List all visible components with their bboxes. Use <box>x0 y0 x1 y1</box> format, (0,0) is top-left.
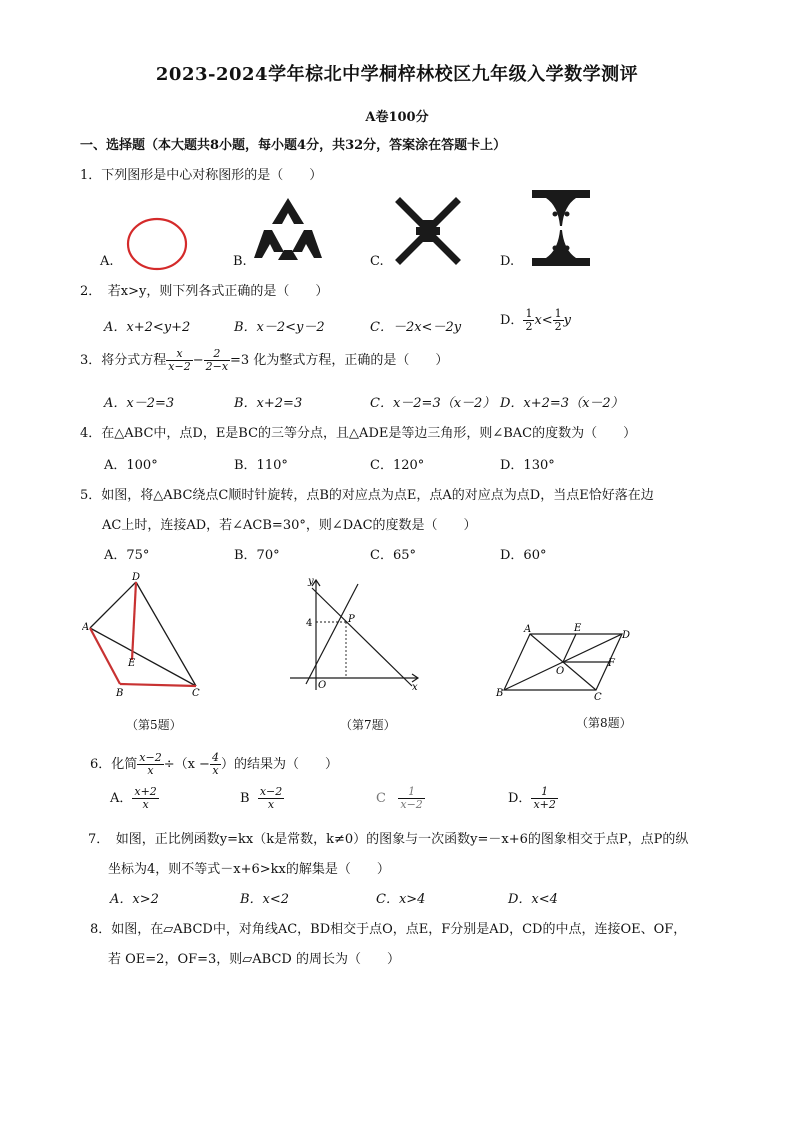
fig7-caption: （第7题） <box>340 718 396 732</box>
q6-option-b: B $\frac{x-2}{x}$ <box>240 785 283 811</box>
q5-stem-line2: AC上时，连接AD，若∠ACB=30°，则∠DAC的度数是（ ） <box>102 518 477 533</box>
q4-stem: 4．在△ABC中，点D，E是BC的三等分点，且△ADE是等边三角形，则∠BAC的度数为（ ） <box>80 426 637 441</box>
section-heading: 一、选择题（本大题共8小题，每小题4分，共32分，答案涂在答题卡上） <box>80 138 507 153</box>
fig8-label-f: F <box>608 658 615 669</box>
q7-option-c: C．x>4 <box>376 892 426 907</box>
q2-option-b: B．x－2<y－2 <box>234 320 325 335</box>
fig7-label-o: O <box>318 680 327 691</box>
page-subtitle: A卷100分 <box>365 110 429 125</box>
fig8-label-o: O <box>556 666 565 677</box>
q6-stem: 6．化简 $\frac{x-2}{x}$ ÷（x − $\frac{4}{x}$ ）的结果为（ ） <box>90 751 338 777</box>
fig5-label-c: C <box>192 688 200 699</box>
q1-option-d-label: D. <box>500 254 515 269</box>
q8-stem-line2: 若 OE=2，OF=3，则▱ABCD 的周长为（ ） <box>108 952 400 967</box>
fig5-label-e: E <box>128 658 136 669</box>
q3-option-b: B．x+2=3 <box>234 396 303 411</box>
fig7-label-p: P <box>348 614 355 625</box>
fig5-label-d: D <box>132 572 141 583</box>
q7-option-b: B．x<2 <box>240 892 290 907</box>
q2-option-c: C．－2x<－2y <box>370 320 462 335</box>
fig7-label-x: x <box>412 682 418 693</box>
q2-option-d: D． $\frac{1}{2}$ x< $\frac{1}{2}$ y <box>500 307 572 333</box>
q3-option-d: D．x+2=3（x－2） <box>500 396 624 411</box>
q1-option-a-circle-figure <box>124 216 190 274</box>
q6-option-a: A． $\frac{x+2}{x}$ <box>110 785 157 811</box>
q1-option-a-label: A. <box>100 254 114 269</box>
q1-option-b-label: B. <box>233 254 247 269</box>
q1-option-c-cross-arrows-figure <box>390 196 466 266</box>
q6-option-c: C $\frac{1}{x-2}$ <box>376 785 423 811</box>
figure-q8-parallelogram <box>494 620 638 700</box>
q1-option-b-recycle-figure <box>252 196 324 266</box>
page-title: 2023-2024学年棕北中学桐梓林校区九年级入学数学测评 <box>155 64 639 85</box>
q4-option-a: A．100° <box>104 458 158 473</box>
q5-option-a: A．75° <box>104 548 150 563</box>
fig7-label-y: y <box>308 576 314 587</box>
q7-stem-line2: 坐标为4，则不等式－x+6>kx的解集是（ ） <box>108 862 390 877</box>
fig5-label-b: B <box>116 688 124 699</box>
q2-option-a: A．x+2<y+2 <box>104 320 191 335</box>
q1-stem: 1．下列图形是中心对称图形的是（ ） <box>80 168 323 183</box>
q1-option-c-label: C. <box>370 254 384 269</box>
q3-option-a: A．x－2=3 <box>104 396 175 411</box>
q1-option-d-hourglass-figure <box>526 186 596 270</box>
q4-option-b: B．110° <box>234 458 288 473</box>
q5-option-b: B．70° <box>234 548 280 563</box>
q3-stem: 3．将分式方程 $\frac{x}{x-2}$ − $\frac{2}{2-x}$ =3 化为整式方程，正确的是（ ） <box>80 347 449 373</box>
figure-q5-triangles <box>82 570 212 700</box>
q5-stem-line1: 5．如图，将△ABC绕点C顺时针旋转，点B的对应点为点E，点A的对应点为点D，当点E恰好落在边 <box>80 488 654 503</box>
q8-stem-line1: 8．如图，在▱ABCD中，对角线AC，BD相交于点O，点E，F分别是AD，CD的中点，连接OE、OF， <box>90 922 687 937</box>
q7-option-d: D．x<4 <box>508 892 558 907</box>
q4-option-c: C．120° <box>370 458 425 473</box>
q3-option-c: C．x－2=3（x－2） <box>370 396 496 411</box>
q7-stem-line1: 7． 如图，正比例函数y=kx（k是常数，k≠0）的图象与一次函数y=－x+6的图象相交于点P，点P的纵 <box>88 832 689 847</box>
q5-option-d: D．60° <box>500 548 547 563</box>
fig7-label-4: 4 <box>306 618 313 629</box>
fig8-label-a: A <box>524 624 532 635</box>
q6-option-d: D． $\frac{1}{x+2}$ <box>508 785 556 811</box>
fig5-caption: （第5题） <box>126 718 182 732</box>
q5-option-c: C．65° <box>370 548 416 563</box>
q2-stem: 2． 若x>y，则下列各式正确的是（ ） <box>80 284 329 299</box>
fig5-label-a: A <box>82 622 90 633</box>
q4-option-d: D．130° <box>500 458 555 473</box>
q7-option-a: A．x>2 <box>110 892 159 907</box>
fig8-caption: （第8题） <box>576 716 632 730</box>
fig8-label-b: B <box>496 688 504 699</box>
fig8-label-e: E <box>574 623 582 634</box>
fig8-label-d: D <box>622 630 631 641</box>
figure-q7-graph <box>288 574 422 694</box>
fig8-label-c: C <box>594 692 602 700</box>
